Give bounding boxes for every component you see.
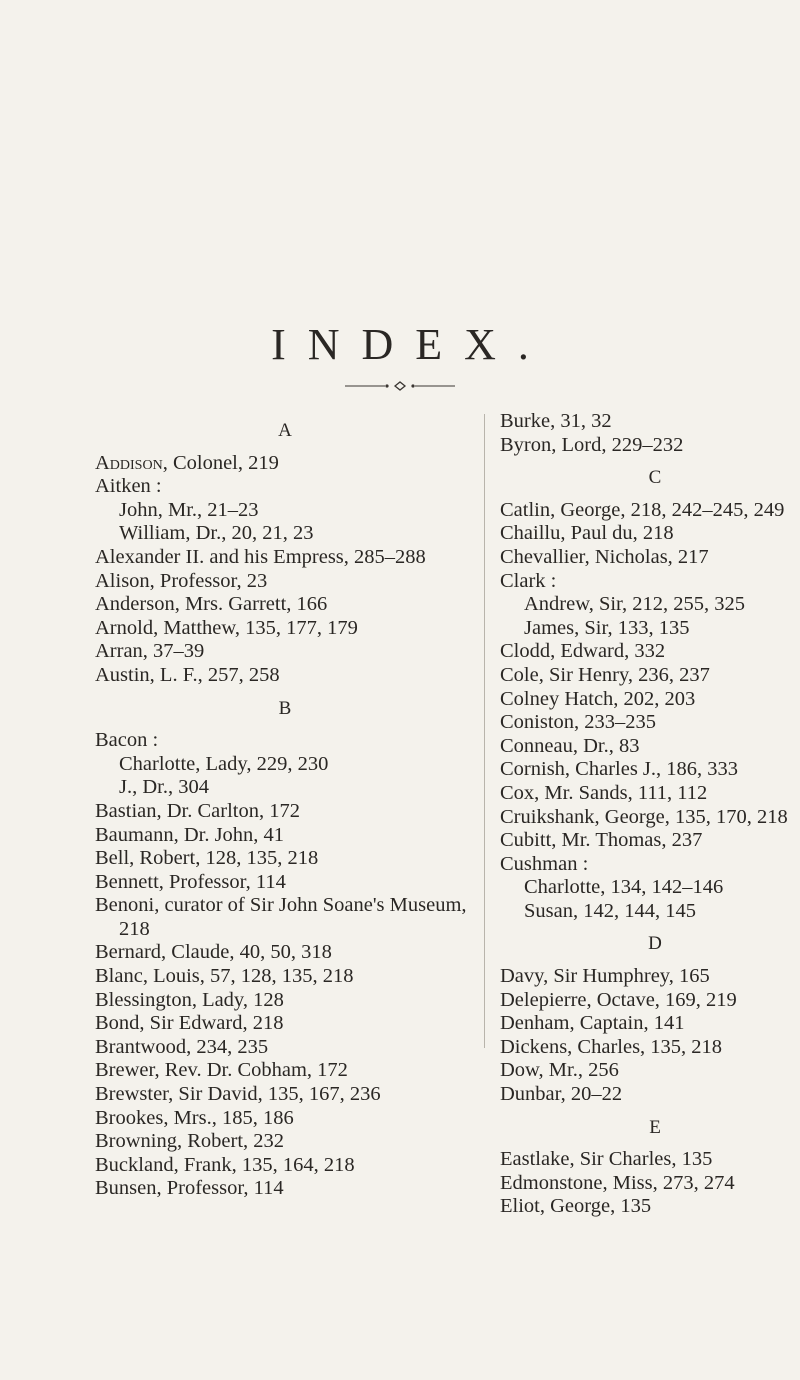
index-entry: Chaillu, Paul du, 218 bbox=[500, 522, 674, 545]
index-entry-text: Colonel, 219 bbox=[167, 451, 279, 474]
index-entry: Cox, Mr. Sands, 111, 112 bbox=[500, 781, 708, 804]
index-entry: Cornish, Charles J., 186, 333 bbox=[500, 758, 739, 781]
index-entry: Dow, Mr., 256 bbox=[500, 1059, 619, 1082]
index-column-right bbox=[500, 410, 800, 1219]
index-subentry: Andrew, Sir, 212, 255, 325 bbox=[524, 593, 746, 616]
index-entry: Dunbar, 20–22 bbox=[500, 1083, 623, 1106]
section-letter: D bbox=[648, 933, 662, 955]
index-entry: Bastian, Dr. Carlton, 172 bbox=[95, 799, 300, 822]
index-subentry: William, Dr., 20, 21, 23 bbox=[119, 522, 314, 545]
section-letter: C bbox=[648, 467, 662, 489]
index-entry: Denham, Captain, 141 bbox=[500, 1012, 685, 1035]
index-subentry: Charlotte, 134, 142–146 bbox=[524, 876, 724, 899]
column-divider bbox=[484, 414, 485, 1048]
index-entry: Alexander II. and his Empress, 285–288 bbox=[95, 545, 426, 568]
section-letter: A bbox=[278, 420, 292, 441]
index-subentry: J., Dr., 304 bbox=[119, 776, 209, 799]
index-entry: Benoni, curator of Sir John Soane's Museum, 218 bbox=[95, 894, 467, 940]
index-entry: Brookes, Mrs., 185, 186 bbox=[95, 1106, 294, 1129]
index-entry: Arran, 37–39 bbox=[95, 640, 205, 663]
index-entry: Catlin, George, 218, 242–245, 249 bbox=[500, 498, 785, 521]
index-entry: Bernard, Claude, 40, 50, 318 bbox=[95, 941, 332, 964]
index-entry: Edmonstone, Miss, 273, 274 bbox=[500, 1171, 735, 1194]
page-title: INDEX. bbox=[271, 320, 551, 370]
index-entry: Coniston, 233–235 bbox=[500, 711, 657, 734]
index-entry: Blanc, Louis, 57, 128, 135, 218 bbox=[95, 965, 354, 988]
index-entry: Chevallier, Nicholas, 217 bbox=[500, 545, 709, 568]
index-column-left bbox=[95, 410, 485, 1201]
index-entry: Baumann, Dr. John, 41 bbox=[95, 823, 285, 846]
index-entry: Dickens, Charles, 135, 218 bbox=[500, 1035, 723, 1058]
index-entry: Delepierre, Octave, 169, 219 bbox=[500, 988, 737, 1011]
index-entry: Clodd, Edward, 332 bbox=[500, 640, 666, 663]
title-ornament bbox=[345, 380, 455, 392]
index-entry: Burke, 31, 32 bbox=[500, 410, 612, 432]
index-entry: Austin, L. F., 257, 258 bbox=[95, 663, 280, 686]
index-entry: Anderson, Mrs. Garrett, 166 bbox=[95, 593, 328, 616]
index-entry: Byron, Lord, 229–232 bbox=[500, 433, 684, 456]
index-subentry: Charlotte, Lady, 229, 230 bbox=[119, 752, 329, 775]
index-entry: Cole, Sir Henry, 236, 237 bbox=[500, 663, 710, 686]
index-entry: Colney Hatch, 202, 203 bbox=[500, 687, 696, 710]
index-entry: Cruikshank, George, 135, 170, 218 bbox=[500, 805, 788, 828]
index-entry-head: Addison, bbox=[95, 451, 168, 474]
index-entry: Cushman : bbox=[500, 852, 589, 875]
index-entry: Eastlake, Sir Charles, 135 bbox=[500, 1148, 713, 1171]
index-entry: Blessington, Lady, 128 bbox=[95, 988, 284, 1011]
index-entry: Bunsen, Professor, 114 bbox=[95, 1177, 284, 1200]
index-subentry: Susan, 142, 144, 145 bbox=[524, 899, 696, 922]
index-entry: Browning, Robert, 232 bbox=[95, 1130, 285, 1153]
index-entry: Bond, Sir Edward, 218 bbox=[95, 1012, 284, 1035]
index-entry: Arnold, Matthew, 135, 177, 179 bbox=[95, 616, 358, 639]
index-entry: Aitken : bbox=[95, 475, 162, 498]
index-entry: Brewster, Sir David, 135, 167, 236 bbox=[95, 1083, 381, 1106]
index-entry: Brewer, Rev. Dr. Cobham, 172 bbox=[95, 1059, 348, 1082]
index-entry: Bacon : bbox=[95, 729, 159, 752]
index-entry: Bennett, Professor, 114 bbox=[95, 870, 286, 893]
index-entry: Alison, Professor, 23 bbox=[95, 569, 268, 592]
index-entry: Cubitt, Mr. Thomas, 237 bbox=[500, 829, 703, 852]
index-entry: Bell, Robert, 128, 135, 218 bbox=[95, 847, 319, 870]
index-entry: Conneau, Dr., 83 bbox=[500, 734, 640, 757]
index-entry: Brantwood, 234, 235 bbox=[95, 1035, 269, 1058]
section-letter: B bbox=[278, 697, 292, 719]
index-subentry: James, Sir, 133, 135 bbox=[524, 616, 690, 639]
index-entry bbox=[95, 452, 485, 476]
index-subentry: John, Mr., 21–23 bbox=[119, 498, 259, 521]
index-entry: Buckland, Frank, 135, 164, 218 bbox=[95, 1153, 355, 1176]
index-entry: Davy, Sir Humphrey, 165 bbox=[500, 965, 710, 988]
section-letter: E bbox=[649, 1116, 661, 1138]
index-entry: Eliot, George, 135 bbox=[500, 1195, 652, 1218]
index-entry: Clark : bbox=[500, 569, 557, 592]
